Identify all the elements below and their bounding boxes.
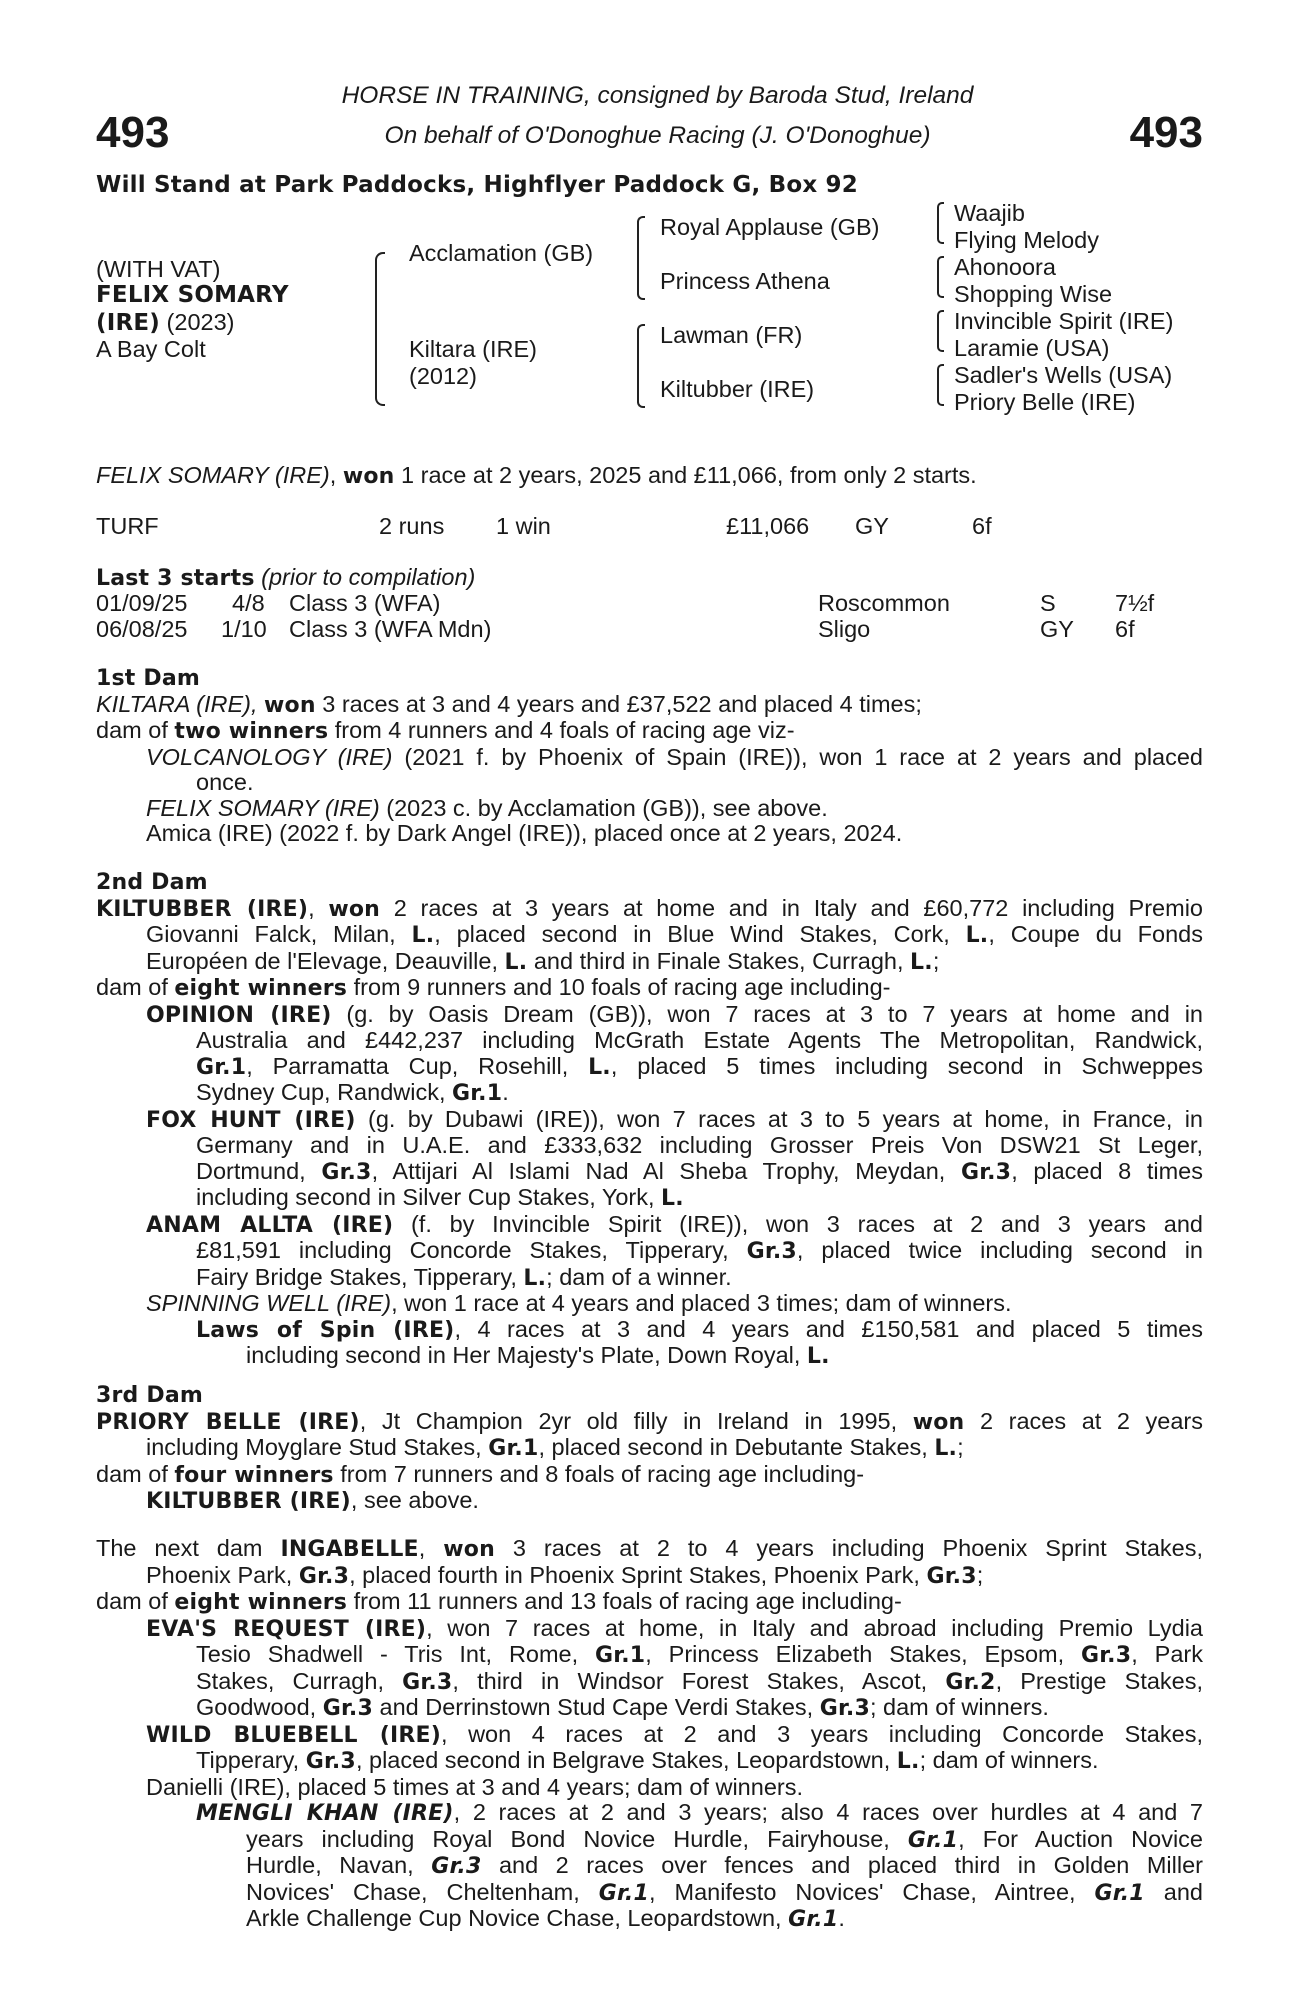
next-dam-section xyxy=(96,1536,1203,1933)
produce-anam-allta: ANAM ALLTA (IRE) (f. by Invincible Spirit (IRE)), won 3 races at 2 and 3 years and xyxy=(146,1210,1203,1238)
produce-felix-somary: FELIX SOMARY (IRE) (2023 c. by Acclamation (GB)), see above. xyxy=(146,794,828,821)
dam-sire: Lawman (FR) xyxy=(660,322,803,348)
grandproduce-mengli-khan-cont: Arkle Challenge Cup Novice Chase, Leopardstown, Gr.1. xyxy=(246,1905,845,1932)
produce-wild-bluebell-cont: Tipperary, Gr.3, placed second in Belgrave Stakes, Leopardstown, L.; dam of winners. xyxy=(196,1747,1099,1774)
start-class: Class 3 (WFA Mdn) xyxy=(289,616,492,642)
start-going: GY xyxy=(1040,616,1074,642)
third-dam-section xyxy=(96,1383,1203,1515)
grandproduce-mengli-khan-cont: Novices' Chase, Cheltenham, Gr.1, Manifesto Novices' Chase, Aintree, Gr.1 and xyxy=(246,1878,1203,1906)
second-dam-produce: dam of eight winners from 9 runners and 10 foals of racing age including- xyxy=(96,974,891,1001)
first-dam-record: KILTARA (IRE), won 3 races at 3 and 4 years and £37,522 and placed 4 times; xyxy=(96,690,922,718)
next-dam-record-cont: Phoenix Park, Gr.3, placed fourth in Phoenix Sprint Stakes, Phoenix Park, Gr.3; xyxy=(146,1561,984,1589)
dam-name: Kiltara (IRE) xyxy=(409,336,537,362)
consignor-line: On behalf of O'Donoghue Racing (J. O'Donoghue) xyxy=(384,122,931,149)
grandproduce-mengli-khan-cont: Hurdle, Navan, Gr.3 and 2 races over fences and placed third in Golden Miller xyxy=(246,1852,1203,1879)
sd-dam: Shopping Wise xyxy=(954,281,1113,307)
consignment-line: HORSE IN TRAINING, consigned by Baroda Stud, Ireland xyxy=(341,82,974,109)
produce-evas-request: EVA'S REQUEST (IRE), won 7 races at home, in Italy and abroad including Premio Lydia xyxy=(146,1614,1203,1642)
vat-label: (WITH VAT) xyxy=(96,256,221,282)
produce-opinion-cont: Gr.1, Parramatta Cup, Rosehill, L., placed 5 times including second in Schweppes xyxy=(196,1052,1203,1080)
record-runs: 2 runs xyxy=(379,513,445,539)
second-dam-record-cont: Européen de l'Elevage, Deauville, L. and third in Finale Stakes, Curragh, L.; xyxy=(146,947,940,975)
pedigree-brace-sire xyxy=(637,216,645,300)
start-distance: 6f xyxy=(1115,616,1135,642)
start-position: 4/8 xyxy=(232,590,265,616)
produce-anam-allta-cont: £81,591 including Concorde Stakes, Tipperary, Gr.3, placed twice including second in xyxy=(196,1237,1203,1264)
record-going: GY xyxy=(855,513,889,539)
second-dam-record: KILTUBBER (IRE), won 2 races at 3 years at home and in Italy and £60,772 including Premio xyxy=(96,894,1203,922)
produce-volcanology-cont: once. xyxy=(196,769,254,795)
start-class: Class 3 (WFA) xyxy=(289,590,441,616)
grandproduce-mengli-khan: MENGLI KHAN (IRE), 2 races at 2 and 3 years; also 4 races over hurdles at 4 and 7 xyxy=(196,1799,1203,1826)
grandproduce-mengli-khan-cont: years including Royal Bond Novice Hurdle, Fairyhouse, Gr.1, For Auction Novice xyxy=(246,1825,1203,1853)
dd-sire: Sadler's Wells (USA) xyxy=(954,362,1173,388)
produce-fox-hunt-cont: Germany and in U.A.E. and £333,632 including Grosser Preis Von DSW21 St Leger, xyxy=(196,1132,1203,1158)
next-dam-record: The next dam INGABELLE, won 3 races at 2 to 4 years including Phoenix Sprint Stakes, xyxy=(96,1535,1204,1562)
second-dam-heading: 2nd Dam xyxy=(96,870,208,895)
produce-danielli: Danielli (IRE), placed 5 times at 3 and 4 years; dam of winners. xyxy=(146,1773,803,1800)
produce-opinion: OPINION (IRE) (g. by Oasis Dream (GB)), won 7 races at 3 to 7 years at home and in xyxy=(146,1000,1203,1028)
ss-dam: Flying Melody xyxy=(954,227,1099,253)
lot-number-right: 493 xyxy=(1129,108,1203,157)
start-distance: 7½f xyxy=(1115,590,1155,616)
horse-description: A Bay Colt xyxy=(96,336,206,362)
produce-wild-bluebell: WILD BLUEBELL (IRE), won 4 races at 2 and 3 years including Concorde Stakes, xyxy=(146,1720,1203,1748)
first-dam-produce: dam of two winners from 4 runners and 4 foals of racing age viz- xyxy=(96,717,795,744)
produce-spinning-well: SPINNING WELL (IRE), won 1 race at 4 years and placed 3 times; dam of winners. xyxy=(146,1290,1012,1316)
second-dam-record-cont: Giovanni Falck, Milan, L., placed second in Blue Wind Stakes, Cork, L., Coupe du Fonds xyxy=(146,921,1203,948)
record-wins: 1 win xyxy=(496,513,551,539)
pedigree-brace-dam xyxy=(637,324,645,408)
sire-name: Acclamation (GB) xyxy=(409,240,594,266)
pedigree-brace-ds xyxy=(937,310,944,352)
produce-evas-request-cont: Tesio Shadwell - Tris Int, Rome, Gr.1, Princess Elizabeth Stakes, Epsom, Gr.3, Park xyxy=(196,1641,1203,1668)
dam-year: (2012) xyxy=(409,363,477,389)
horse-name: FELIX SOMARY xyxy=(96,282,289,308)
dam-dam: Kiltubber (IRE) xyxy=(660,376,815,402)
next-dam-produce: dam of eight winners from 11 runners and 13 foals of racing age including- xyxy=(96,1588,902,1615)
third-dam-heading: 3rd Dam xyxy=(96,1383,203,1408)
start-date: 01/09/25 xyxy=(96,590,188,616)
pedigree-brace-sd xyxy=(937,256,944,298)
third-dam-produce: dam of four winners from 7 runners and 8 foals of racing age including- xyxy=(96,1460,865,1488)
grandproduce-laws-of-spin-cont: including second in Her Majesty's Plate, Down Royal, L. xyxy=(246,1342,830,1369)
pedigree-brace-main xyxy=(375,252,385,406)
dd-dam: Priory Belle (IRE) xyxy=(954,389,1136,415)
pedigree-brace-dd xyxy=(937,364,944,406)
race-summary: FELIX SOMARY (IRE), won 1 race at 2 years, 2025 and £11,066, from only 2 starts. xyxy=(96,462,977,489)
sire-dam: Princess Athena xyxy=(660,268,830,294)
produce-evas-request-cont: Stakes, Curragh, Gr.3, third in Windsor Forest Stakes, Ascot, Gr.2, Prestige Stakes, xyxy=(196,1667,1204,1695)
record-prize: £11,066 xyxy=(726,513,810,539)
produce-fox-hunt: FOX HUNT (IRE) (g. by Dubawi (IRE)), won 7 races at 3 to 5 years at home, in France, in xyxy=(146,1105,1203,1133)
produce-amica: Amica (IRE) (2022 f. by Dark Angel (IRE)), placed once at 2 years, 2024. xyxy=(146,820,903,846)
second-dam-section xyxy=(96,870,1203,1370)
first-dam-heading: 1st Dam xyxy=(96,666,201,691)
produce-anam-allta-cont: Fairy Bridge Stakes, Tipperary, L.; dam of a winner. xyxy=(196,1263,732,1291)
produce-opinion-cont: Sydney Cup, Randwick, Gr.1. xyxy=(196,1079,509,1106)
pedigree-brace-ss xyxy=(937,202,944,244)
lot-number-left: 493 xyxy=(96,108,170,157)
produce-fox-hunt-cont: including second in Silver Cup Stakes, York, L. xyxy=(196,1184,684,1211)
sd-sire: Ahonoora xyxy=(954,254,1056,280)
record-distance: 6f xyxy=(972,513,992,539)
sire-sire: Royal Applause (GB) xyxy=(660,214,880,240)
produce-evas-request-cont: Goodwood, Gr.3 and Derrinstown Stud Cape Verdi Stakes, Gr.3; dam of winners. xyxy=(196,1694,1049,1721)
start-course: Sligo xyxy=(818,616,871,642)
start-position: 1/10 xyxy=(221,616,267,642)
horse-name-suffix-line: (IRE) (2023) xyxy=(96,309,235,336)
produce-kiltubber: KILTUBBER (IRE), see above. xyxy=(146,1487,479,1514)
start-course: Roscommon xyxy=(818,590,950,616)
start-going: S xyxy=(1040,590,1056,616)
produce-fox-hunt-cont: Dortmund, Gr.3, Attijari Al Islami Nad Al Sheba Trophy, Meydan, Gr.3, placed 8 times xyxy=(196,1157,1203,1185)
produce-opinion-cont: Australia and £442,237 including McGrath Estate Agents The Metropolitan, Randwick, xyxy=(196,1027,1203,1053)
last-starts-heading: Last 3 starts (prior to compilation) xyxy=(96,564,476,591)
ds-sire: Invincible Spirit (IRE) xyxy=(954,308,1174,334)
start-date: 06/08/25 xyxy=(96,616,188,642)
stand-location: Will Stand at Park Paddocks, Highflyer Paddock G, Box 92 xyxy=(96,172,858,198)
ds-dam: Laramie (USA) xyxy=(954,335,1110,361)
grandproduce-laws-of-spin: Laws of Spin (IRE), 4 races at 3 and 4 years and £150,581 and placed 5 times xyxy=(196,1315,1203,1343)
third-dam-record: PRIORY BELLE (IRE), Jt Champion 2yr old filly in Ireland in 1995, won 2 races at 2 years xyxy=(96,1407,1203,1435)
first-dam-section xyxy=(96,666,1203,847)
third-dam-record-cont: including Moyglare Stud Stakes, Gr.1, placed second in Debutante Stakes, L.; xyxy=(146,1434,964,1461)
produce-volcanology: VOLCANOLOGY (IRE) (2021 f. by Phoenix of Spain (IRE)), won 1 race at 2 years and placed xyxy=(146,743,1203,770)
record-surface: TURF xyxy=(96,513,159,539)
ss-sire: Waajib xyxy=(954,200,1025,226)
